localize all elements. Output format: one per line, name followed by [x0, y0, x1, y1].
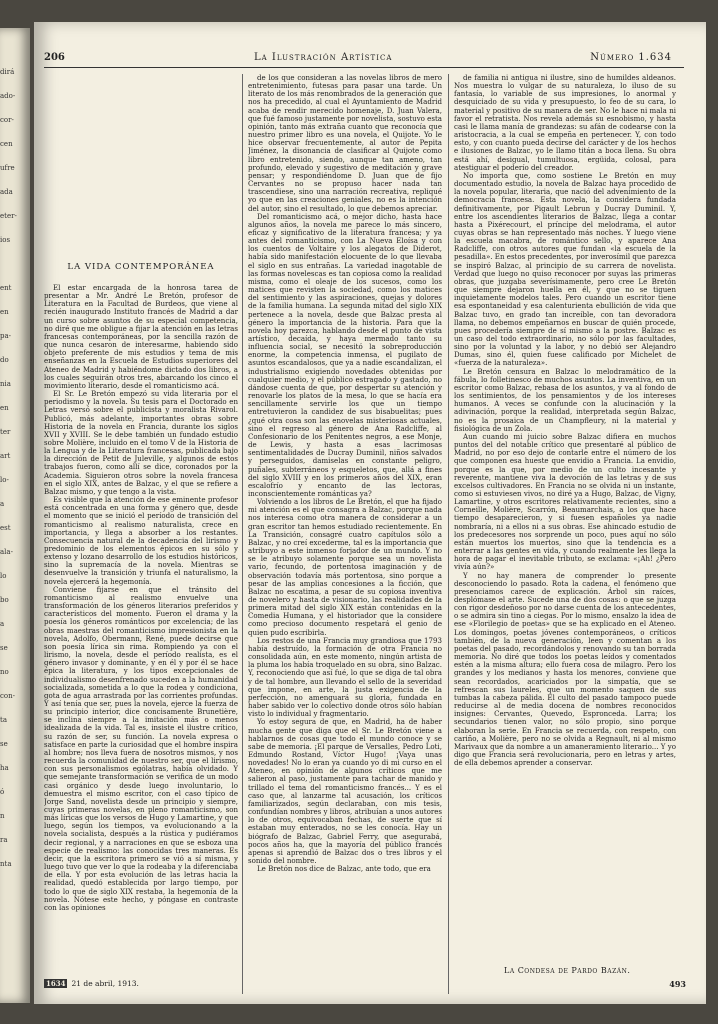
left-page-fragment: nia	[0, 380, 11, 388]
header-rule	[44, 67, 684, 68]
left-page-fragment: bo	[0, 596, 9, 604]
left-page-fragment: do	[0, 356, 9, 364]
left-page-fragment: ó	[0, 788, 5, 796]
paragraph: Es visible que la atención de ese eminente profesor está concentrada en una forma y género que, desde el momento que se inició el período de transición del romanticismo al realismo naturalista, crece en importancia, y llega a absorber a los restantes. Consecuencia natural de la decadencia del lirismo y predominio de los elementos épicos en su sólo y extenso y lozano desarrollo de los estudios históricos, sino la supremacía de la novela. Mientras se desenvuelve la transición y triunfa el naturalismo, la novela ejercerá la hegemonía.	[44, 495, 238, 586]
left-page-fragment: ufre	[0, 164, 15, 172]
left-page-fragment: ter	[0, 428, 11, 436]
left-page-fragment: en	[0, 404, 9, 412]
left-page-fragment: ios	[0, 236, 11, 244]
left-page-fragment: ado-	[0, 92, 16, 100]
left-page-fragment: art	[0, 452, 11, 460]
column-divider	[242, 74, 243, 994]
left-page-fragment: n	[0, 812, 5, 820]
left-page-fragment: ra	[0, 836, 8, 844]
paragraph: El Sr. Le Bretón empezó su vida literaria por el periodismo y la novela. Su tesis para el Doctorado en Letras versó sobre el publicista y moralista Rivarol. Publicó, más adelante, importantes obras sobre Historia de la novela en Francia, durante los siglos XVII y XVIII. Se le debe también un fundado estudio sobre Molière, incluido en el tomo V de la Historia de la Lengua y de la Literatura francesas, publicada bajo la dirección de Petit de Juleville, y algunos de estos trabajos fueron, como allí se dice, coronados por la Academia. Siguieron otros sobre la novela francesa en el siglo XIX, antes de Balzac, y el que se refiere a Balzac mismo, y que tengo a la vista.	[44, 389, 238, 496]
left-page-fragment: ta	[0, 716, 7, 724]
text-column-3	[454, 74, 676, 994]
left-page-fragment: est	[0, 524, 11, 532]
left-page-fragment: cen	[0, 140, 13, 148]
left-page-fragment: ha	[0, 764, 9, 772]
issue-date: 21 de abril, 1913.	[71, 979, 139, 988]
left-page-fragment: nta	[0, 860, 12, 868]
paragraph: Del romanticismo acá, o mejor dicho, hasta hace algunos años, la novela me parece lo más sincero, eficaz y significativo de la literatura francesa; y ya antes del romanticismo, con La Nueva Eloísa y con los cuentos de Voltaire y los alegatos de Diderot, había sido manifestación elocuente de lo que llevaba el siglo en sus entrañas. La variedad inagotable de las formas novelescas es tan copiosa como la realidad misma, como el oleaje de los sucesos, como los matices que revisten la sociedad, como los matices del sentimiento y las aspiraciones, quejas y dolores de la familia humana. La segunda mitad del siglo XIX pertenece a la novela, desde que Balzac presta al género la importancia de la historia. Para que la novela hoy parezca, hablando desde el punto de vista artístico, decaída, y haya mermado tanto su influencia social, se necesitó la sobreproducción enorme, la competencia inmensa, el pugilato de asuntos escandalosos, que ya a nadie escandalizan, el industrialismo exigiendo novedades obtenidas por cualquier medio, y el público estragado y gastado, no dándose cuenta de que, por despertar su atención y renovarle los platos de la mesa, lo que se hacía era sencillamente servirle los que un tiempo entretuvieron la candidez de sus bisabuelitas; pues ¿qué otra cosa son las enovelas misteriosas actuales, sino el regreso al género de Ana Radcliffe, al Confesionario de los Penitentes negros, a ese Monje, de Lewis, y hasta a esas lacrimosas sentimentalidades de Ducray Duminil, niños salvados y perseguidos, damiselas en constante peligro, puñales, subterráneos y esqueletos, que, allá a fines del siglo XVIII y en los primeros años del XIX, eran escalofrío y encanto de las lectoras, inconscientemente románticas ya?	[248, 211, 442, 498]
issue-mark: 1634	[46, 979, 66, 988]
left-page-fragment: lo	[0, 572, 7, 580]
left-page-fragment: dirá	[0, 68, 15, 76]
paragraph: Aun cuando mi juicio sobre Balzac difiera en muchos puntos del del notable crítico que presentaré al público de Madrid, no por eso dejo de contarle entre el número de los que componen esa hueste que envidio a Francia. La envidio, porque es la que, por medio de un culto incesante y reverente, mantiene viva la devoción de las letras y de sus excelsos cultivadores. En Francia no se olvida ni un instante, como si estuviesen vivos, no diré ya a Hugo, Balzac, de Vigny, Lamartine, y otros escritores relativamente recientes, sino a Corneille, Molière, Scarrón, Beaumarchais, a los que hace tiempo desaparecieron, y si fuesen españoles ya nadie nombraría, ni a ellos ni a sus obras. Ese ahincado estudio de los predecesores nos sorprende un poco, pues aquí no sólo están muertos los muertos, sino que la tendencia es a enterrar a las gentes en vida, y cuando realmente les llega la hora de pagar el inevitable tributo, se exclama: «¡Ah! ¿Pero vivía aún?»	[454, 431, 676, 572]
text-column-2	[248, 74, 442, 994]
global-page-number: 493	[669, 979, 686, 989]
left-page-edge	[0, 28, 30, 1003]
left-page-fragment: lo-	[0, 476, 9, 484]
left-page-fragment: eter-	[0, 212, 17, 220]
paragraph: Volviendo a los libros de Le Bretón, el que ha fijado mi atención es el que consagra a Balzac, porque nada nos interesa como otra manera de considerar a un gran escritor tan hemos estudiado recientemente. En La Transición, consagré cuatro capítulos sólo a Balzac, y no creí excederme, tal es la importancia que atribuyo a este inmenso forjador de un mundo. Y no se le atribuyo solamente porque sea un novelista vario, fecundo, de portentosa imaginación y de observación todavía más portentosa, sino porque a pesar de las amplias concesiones a la ficción, que Balzac no escatima, a pesar de su copiosa inventiva de novelero y hasta de visionario, las realidades de la primera mitad del siglo XIX están contenidas en la Comedia Humana, y el historiador que la considere como precioso documento respetará el genio de quien pudo escribirla.	[248, 497, 442, 637]
left-page-fragment: no	[0, 668, 9, 676]
paragraph: Le Bretón censura en Balzac lo melodramático de la fábula, lo folletinesco de muchos asuntos. La inventiva, en un escritor como Balzac, rebasa de los asuntos, y va al fondo de los sentimientos, de los pensamientos y de los intereses humanos. A veces se confunde con la alucinación y la adivinación, porque la realidad, interpretada según Balzac, no es la prosaica de un Champfleury, ni la material y fisiológica de un Zola.	[454, 366, 676, 433]
paragraph: Los restos de una Francia muy grandiosa que 1793 había destruído, la formación de otra Francia no consolidada aún, en este momento, ningún artista de la pluma los había troquelado en su obra, sino Balzac. Y, reconociendo que así fué, lo que se diga de tal obra y de tal hombre, aun llevando el sello de la severidad que impone, en arte, la justa exigencia de la perfección, no amenguará su gloria, fundada en haber sabido ver lo colectivo donde otros sólo habían visto lo individual y fragmentario.	[248, 635, 442, 719]
left-page-fragment: ala-	[0, 548, 13, 556]
text-column-1	[44, 284, 238, 996]
left-page-fragment: con-	[0, 692, 16, 700]
paragraph: El estar encargada de la honrosa tarea de presentar a Mr. André Le Bretón, profesor de Literatura en la Facultad de Burdeos, que viene al recién inaugurado Instituto francés de Madrid a dar un curso sobre asuntos de su especial competencia, no diré que me obligue a fijar la atención en las letras francesas contemporáneas, por la sencilla razón de que nunca cesaron de interesarme, habiendo sido objeto preferente de mis estudios y tema de mis enseñanzas en la Escuela de Estudios superiores del Ateneo de Madrid y habiéndome dictado dos libros, a los cuales seguirán otros tres, abarcando los cinco el movimiento literario, desde el romanticismo acá.	[44, 284, 238, 390]
blank-space	[44, 74, 238, 252]
running-header	[44, 52, 678, 66]
left-page-fragment: ada	[0, 188, 13, 196]
left-page-fragment: ent	[0, 284, 12, 292]
footer-left	[44, 979, 139, 988]
left-page-fragment: pa-	[0, 332, 12, 340]
left-page-fragment: se	[0, 740, 8, 748]
paragraph: de familia ni antigua ni ilustre, sino de humildes aldeanos. Nos muestra lo vulgar de su naturaleza, lo iluso de su fantasía, lo variable de sus impresiones, lo anormal y desquiciado de su vida y presupuesto, lo feo de su cara, lo material y positivo de su manera de ser. No le hace ni mala ni favor el retratista. Nos revela además su esnobismo, y hasta casi le llama manía de grandezas: su afán de codearse con la aristocracia, a la cual se empeña en pertenecer. Y, con todo esto, y con cuanto pueda decirse del carácter y de los hechos e ilusiones de Balzac, yo le llamo titán a boca llena. Su obra está ahí, desigual, tumultuosa, ergüida, colosal, para atestiguar el poderío del creador.	[454, 74, 676, 172]
paragraph: Yo estoy segura de que, en Madrid, ha de haber mucha gente que diga que el Sr. Le Bretón viene a hablarnos de cosas que todo el mundo conoce y se sabe de memoria. ¡El parque de Versalles, Pedro Loti, Edmundo Rostand, Víctor Hugo! ¡Vaya unas novedades! No lo eran ya cuando yo di mi curso en el Ateneo, en opinión de algunos críticos que me salieron al paso, justamente para tachar de manido y trillado el tema del romanticismo francés... Y es el caso que, al lanzarme tal acusación, los críticos familiarizados, según declaraban, con mis tesis, confundían nombres y libros, atribuían a unos autores lo de otros, equivocaban fechas, de suerte que sí estaban muy enterados, no se les conocía. Hay un biógrafo de Balzac, Gabriel Ferry, que asegurabá, pocos años ha, que la mayoría del público francés apenas si aprendió de Balzac dos o tres libros y el sonido del nombre.	[248, 717, 442, 865]
article-title: LA VIDA CONTEMPORÁNEA	[67, 262, 215, 272]
left-page-fragment: cor-	[0, 116, 14, 124]
left-page-fragment: a	[0, 500, 5, 508]
paragraph: Conviene fijarse en que el tránsito del romanticismo al realismo envuelve una transformación de los géneros literarios preferidos y característicos del momento. Fueron el drama y la poesía los géneros románticos por excelencia; de las obras maestras del romanticismo impresionista en la novela, Adolfo, Obermann, René, puede decirse que son poesía lírica sin rima. Rompiendo ya con el lirismo, la novela, desde el período realista, es el género invasor y dominante, y en él y por él se hace épica la literatura, y los tipos excepcionales de individualismo desenfrenado suceden a la humanidad socializada, sometida a lo que la rodea y condiciona, gota de agua arrastrada por las corrientes profundas. Y así tenía que ser, pues la novela, ejerce la fuerza de su principio interior, dice concisamente Brunetière, se inclina siempre a la imitación más o menos idealizada de la vida. Tal es, insiste el ilustre crítico, su razón de ser, su función. La novela expresa o satisface en parte la curiosidad que el hombre inspira al hombre; nos lleva fuera de nosotros mismos, y nos recuerda la comunidad de nuestro ser, que el lirismo, con sus personalismos ególatras, había olvidado. Y que semejante transformación se verifica de un modo casi orgánico y desde luego involuntario, lo demuestra el mismo escritor, con el caso típico de Jorge Sand, novelista desde un principio y siempre, cuyas primeras novelas, en pleno romanticismo, son más líricas que los versos de Hugo y Lamartine, y que luego, según los tiempos, va evolucionando a la novela socialista, después a la rústica y pudiéramos decir regional, y a narraciones en que se esboza una especie de realismo: las conocidas tres maneras. Es decir, que la escritora primero se vió a sí misma, y luego tuvo que ver lo que la rodeaba y la diferenciaba de ella. Y por esta evolución de las letras hacia la realidad, quedó establecida por largo tiempo, por todo lo que de siglo XIX restaba, la hegemonía de la novela. Nótese este hecho, y póngase en contraste con las opiniones	[44, 584, 238, 912]
paragraph: de los que consideran a las novelas libros de mero entretenimiento, futesas para pasar una tarde. Un literato de los más renombrados de la generación que nos ha precedido, al cual el Ayuntamiento de Madrid acaba de rendir merecido homenaje, D. Juan Valera, que fué famoso justamente por novelista, sostuvo esta opinión, tanto más extraña cuanto que reconocía que nuestro primer libro es una novela, el Quijote. Yo le hice observar frecuentemente, al autor de Pepita Jiménez, la disonancia de clasificar al Quijote como libro entretenido, siendo, aunque tan ameno, tan profundo, elevado y sugestivo de meditación y grave pensar; y respondiéndome D. Juan que de fijo Cervantes no se propuso hacer nada tan trascendiese, sino una narración recreativa, repliqué yo que en las creaciones geniales, no es la intención del autor, sino el resultado, lo que debemos apreciar.	[248, 74, 442, 213]
magazine-page	[34, 22, 706, 1004]
paragraph: Y no hay manera de comprender lo presente desconociendo lo pasado. Rota la cadena, el fenómeno que presenciamos carece de explicación. Árbol sin raíces, desplómase el arte. Sucede una de dos cosas: o que se juzga con rigor desdeñoso por no darse cuenta de los antecedentes, o se admira sin tino a ciegas. Por lo mismo, ensalzo la idea de ese «Florilegio de poetas» que se ha explicado en el Ateneo. Los domingos, poetas jóvenes contemporáneos, o críticos también, de la nueva generación, leen y comentan a los poetas del pasado, recordándolos y renovando su tan borrada memoria. No diré que todos los poetas leídos y comentados estén a la misma altura; ello fuera cosa de milagro. Pero los grandes y los medianos y hasta los menores, conviene que sean recordados, acariciados por la simpatía, que se refrescan sus laureles, que un momento saquen de sus tumbas la cabeza pálida. El culto del pasado tampoco puede reducirse al de media docena de nombres reconocidos insignes: Cervantes, Quevedo, Espronceda. Larra; los secundarios tienen valor, no sólo propio, sino porque elaboran la serie. En Francia se recuerda, con respeto, con cariño, a Molière, pero no se olvida a Regnault, ni al mismo Marivaux que da nombre a un amaneramiento literario... Y yo digo que Francia será revolucionaria, pero en letras y artes, de ella debemos aprender a conservar.	[454, 570, 676, 768]
left-page-fragment: en	[0, 308, 9, 316]
magazine-title: La Ilustración Artística	[254, 52, 393, 63]
left-page-fragment: se	[0, 644, 8, 652]
author-signature: La Condesa de Pardo Bazán.	[504, 966, 631, 975]
paragraph: Le Bretón nos dice de Balzac, ante todo, que era	[257, 864, 431, 874]
column-divider	[448, 74, 449, 994]
issue-number: Número 1.634	[590, 52, 672, 63]
page-number: 206	[44, 52, 65, 63]
paragraph: No importa que, como sostiene Le Bretón en muy documentado estudio, la novela de Balzac haya procedido de la novela popular, literaria, que nació del advenimiento de la democracia francesa. Esta novela, la considera fundada definitivamente, por Pigault Lebrun y Ducray Duminil. Y, entre los ascendientes literarios de Balzac, llega a contar hasta a Pixérecourt, el príncipe del melodrama, el autor cuyas obras se han representado más noches. Y luego viene la escuela macabra, de romántico sello, y aparece Ana Radcliffe, con otros autores que fundan «la escuela de la pesadilla». En estos precedentes, por inverosímil que parezca se inspiró Balzac, al principio de su carrera de novelista. Verdad que luego no quiso reconocer por suyas las primeras obras, que juzgaba severísimamente, pero cree Le Bretón que siempre dejaron huella en él, y que no se tiguen inquietamente modelos tales. Pero cuando un escritor tiene esa espontaneidad y esa calenturienta ebullición de vida que Balzac tuvo, en grado tan increíble, con tan devoradora llama, no debemos empeñarnos en buscar de quién procede, pues procedería siempre de sí mismo a la postre. Balzac es un caso del todo extraordinario, no sólo por las facultades, sino por la voluntad y la labor, y no debió ser Alejandro Dumas, sino él, quien fuese calificado por Michelet de «fuerza de la naturaleza».	[454, 170, 676, 368]
left-page-fragment: a	[0, 620, 5, 628]
